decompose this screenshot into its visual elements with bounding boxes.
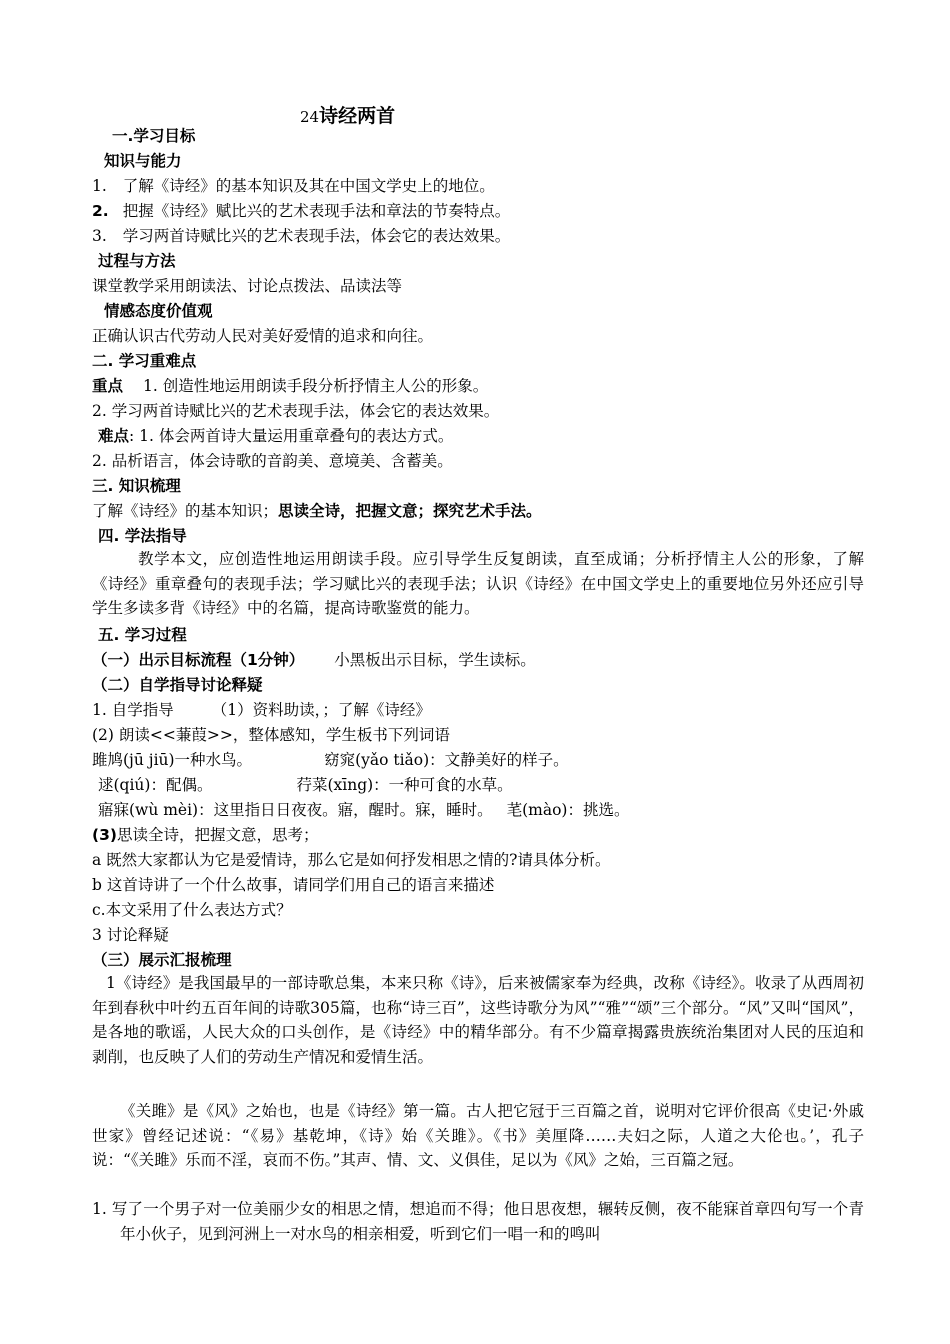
guanju-paragraph: 《关雎》是《风》之始也，也是《诗经》第一篇。古人把它冠于三百篇之首，说明对它评价很高《史记·外戚世家》曾经记述说：“《易》基乾坤，《诗》始《关雎》。《书》美厘降……夫妇之际，人道之大伦也。’，孔子说：“《关雎》乐而不淫，哀而不伤。”其声、情、文、义俱佳，足以为《风》之始，三百篇之冠。	[92, 1102, 864, 1169]
key-point-1: 重点 1. 创造性地运用朗读手段分析抒情主人公的形象。	[92, 377, 489, 395]
step-2-heading: （二）自学指导讨论释疑	[92, 676, 263, 694]
reading-task: (2) 朗读<<蒹葭>>，整体感知，学生板书下列词语	[92, 726, 450, 744]
vocab-term: 芼(mào)：挑选。	[506, 801, 630, 819]
page-title	[300, 101, 395, 128]
vocab-row	[98, 778, 513, 794]
section-heading-process: 五. 学习过程	[98, 626, 187, 644]
shijing-intro-paragraph: 1《诗经》是我国最早的一部诗歌总集，本来只称《诗》，后来被儒家奉为经典，改称《诗经》。收录了从西周初年到春秋中叶约五百年间的诗歌305篇，也称“诗三百”，这些诗歌分为风”“雅”“颂”三个部分。“风”又叫“国风”，是各地的歌谣，人民大众的口头创作，是《诗经》中的精华部分。有不少篇章揭露贵族统治集团对人民的压迫和剥削，也反映了人们的劳动生产情况和爱情生活。	[92, 974, 864, 1066]
section-heading-knowledge: 三. 知识梳理	[92, 477, 181, 495]
subheading-attitude: 情感态度价值观	[104, 302, 213, 320]
question-c: c.本文采用了什么表达方式？	[92, 901, 292, 919]
difficult-point-2: 2. 品析语言，体会诗歌的音韵美、意境美、含蓄美。	[92, 452, 453, 470]
method-text: 课堂教学采用朗读法、讨论点拨法、品读法等	[92, 277, 403, 295]
section-heading-keypoints: 二. 学习重难点	[92, 352, 197, 370]
vocab-term: 荇菜(xīng)：一种可食的水草。	[296, 776, 513, 794]
analysis-paragraph: 1. 写了一个男子对一位美丽少女的相思之情，想追而不得；他日思夜想，辗转反侧，夜不能寐首章四句写一个青年小伙子，见到河洲上一对水鸟的相亲相爱，听到它们一唱一和的鸣叫	[92, 1200, 864, 1243]
step-1-line: （一）出示目标流程（1分钟） 小黑板出示目标，学生读标。	[92, 651, 536, 669]
vocab-term: 雎鸠(jū jiū)一种水鸟。	[92, 751, 253, 769]
difficult-point-1: 难点: 1. 体会两首诗大量运用重章叠句的表达方式。	[98, 427, 454, 445]
subheading-knowledge: 知识与能力	[104, 152, 182, 170]
step-3-heading: （三）展示汇报梳理	[92, 951, 232, 969]
think-task: (3)思读全诗，把握文意，思考；	[92, 826, 319, 844]
attitude-text: 正确认识古代劳动人民对美好爱情的追求和向往。	[92, 327, 434, 345]
question-a: a 既然大家都认为它是爱情诗，那么它是如何抒发相思之情的?请具体分析。	[92, 851, 611, 869]
goal-item-2: 2. 把握《诗经》赋比兴的艺术表现手法和章法的节奏特点。	[92, 202, 511, 220]
vocab-row	[98, 803, 629, 819]
vocab-term: 寤寐(wù mèi)：这里指日日夜夜。寤，醒时。寐，睡时。	[98, 801, 493, 819]
method-paragraph: 教学本文，应创造性地运用朗读手段。应引导学生反复朗读，直至成诵；分析抒情主人公的形象，了解《诗经》重章叠句的表现手法；学习赋比兴的表现手法；认识《诗经》在中国文学史上的重要地位另外还应引导学生多读多背《诗经》中的名篇，提高诗歌鉴赏的能力。	[92, 550, 864, 617]
title-text: 诗经两首	[319, 105, 396, 127]
subheading-process: 过程与方法	[98, 252, 176, 270]
section-heading-goals: 一.学习目标	[112, 127, 196, 145]
vocab-row	[92, 753, 569, 769]
key-point-2: 2. 学习两首诗赋比兴的艺术表现手法，体会它的表达效果。	[92, 402, 500, 420]
vocab-term: 逑(qiú)：配偶。	[98, 776, 213, 794]
goal-item-3: 3. 学习两首诗赋比兴的艺术表现手法，体会它的表达效果。	[92, 227, 511, 245]
question-b: b 这首诗讲了一个什么故事，请同学们用自己的语言来描述	[92, 876, 495, 894]
goal-item-1: 1. 了解《诗经》的基本知识及其在中国文学史上的地位。	[92, 177, 495, 195]
self-study-guide: 1. 自学指导 （1）资料助读，；了解《诗经》	[92, 701, 431, 719]
vocab-term: 窈窕(yǎo tiǎo)：文静美好的样子。	[324, 751, 569, 769]
section-heading-method: 四. 学法指导	[98, 527, 187, 545]
title-number: 24	[300, 108, 320, 126]
discussion-step: 3 讨论释疑	[92, 926, 169, 944]
knowledge-line: 了解《诗经》的基本知识；思读全诗，把握文意；探究艺术手法。	[92, 502, 542, 520]
